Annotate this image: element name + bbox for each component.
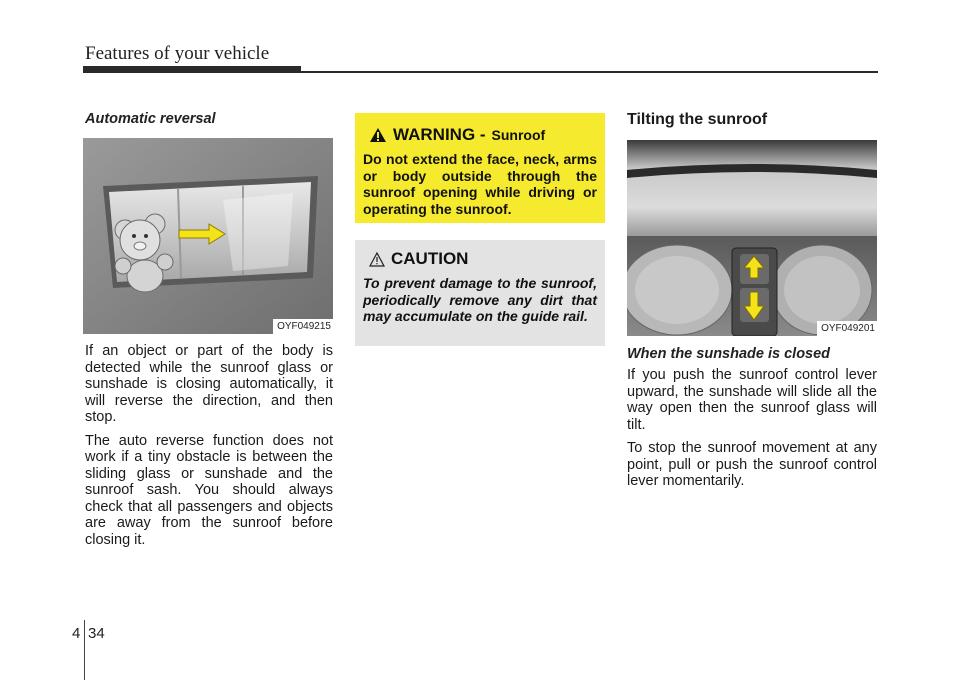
header-title: Features of your vehicle (85, 43, 270, 64)
paragraph: If you push the sunroof control lever upward, the sunshade will slide all the way open then the sunroof glass will tilt. (627, 367, 877, 433)
chapter-number: 4 (72, 625, 81, 642)
warning-box (355, 113, 605, 223)
sunroof-control-photo (627, 140, 877, 336)
sunroof-reversal-illustration (83, 138, 333, 334)
image-code: OYF049215 (273, 319, 333, 334)
warning-subject: Sunroof (491, 127, 546, 143)
caution-title-row (369, 249, 597, 269)
tilting-sunroof-body (627, 367, 877, 497)
caution-text: To prevent damage to the sunroof, periodically remove any dirt that may accumulate on the guide rail. (363, 275, 597, 324)
tilting-sunroof-heading: Tilting the sunroof (627, 111, 768, 128)
caution-label: CAUTION (391, 249, 469, 268)
sunshade-closed-subheading: When the sunshade is closed (627, 346, 831, 362)
sunroof-control-illustration (627, 140, 877, 336)
page-divider (84, 620, 85, 680)
caution-triangle-icon (369, 252, 385, 267)
paragraph: If an object or part of the body is detected while the sunroof glass or sunshade is closing automatically, it will reverse the direction, and then stop. (85, 343, 333, 425)
warning-title-row (369, 125, 597, 145)
header-rule (83, 71, 878, 73)
paragraph: To stop the sunroof movement at any point, pull or push the sunroof control lever momentarily. (627, 440, 877, 489)
image-code: OYF049201 (817, 321, 877, 336)
caution-box (355, 240, 605, 346)
automatic-reversal-body (85, 343, 333, 555)
warning-label: WARNING - (393, 125, 486, 144)
paragraph: The auto reverse function does not work if a tiny obstacle is between the sliding glass or sunshade and the sunroof sash. You should always check that all passengers and objects are away from the sunroof before closing it. (85, 432, 333, 548)
warning-triangle-icon (369, 127, 387, 143)
warning-text: Do not extend the face, neck, arms or body outside through the sunroof opening while driving or operating the sunroof. (363, 151, 597, 217)
automatic-reversal-heading: Automatic reversal (85, 111, 216, 127)
page-number: 34 (88, 625, 105, 642)
automatic-reversal-photo (83, 138, 333, 334)
